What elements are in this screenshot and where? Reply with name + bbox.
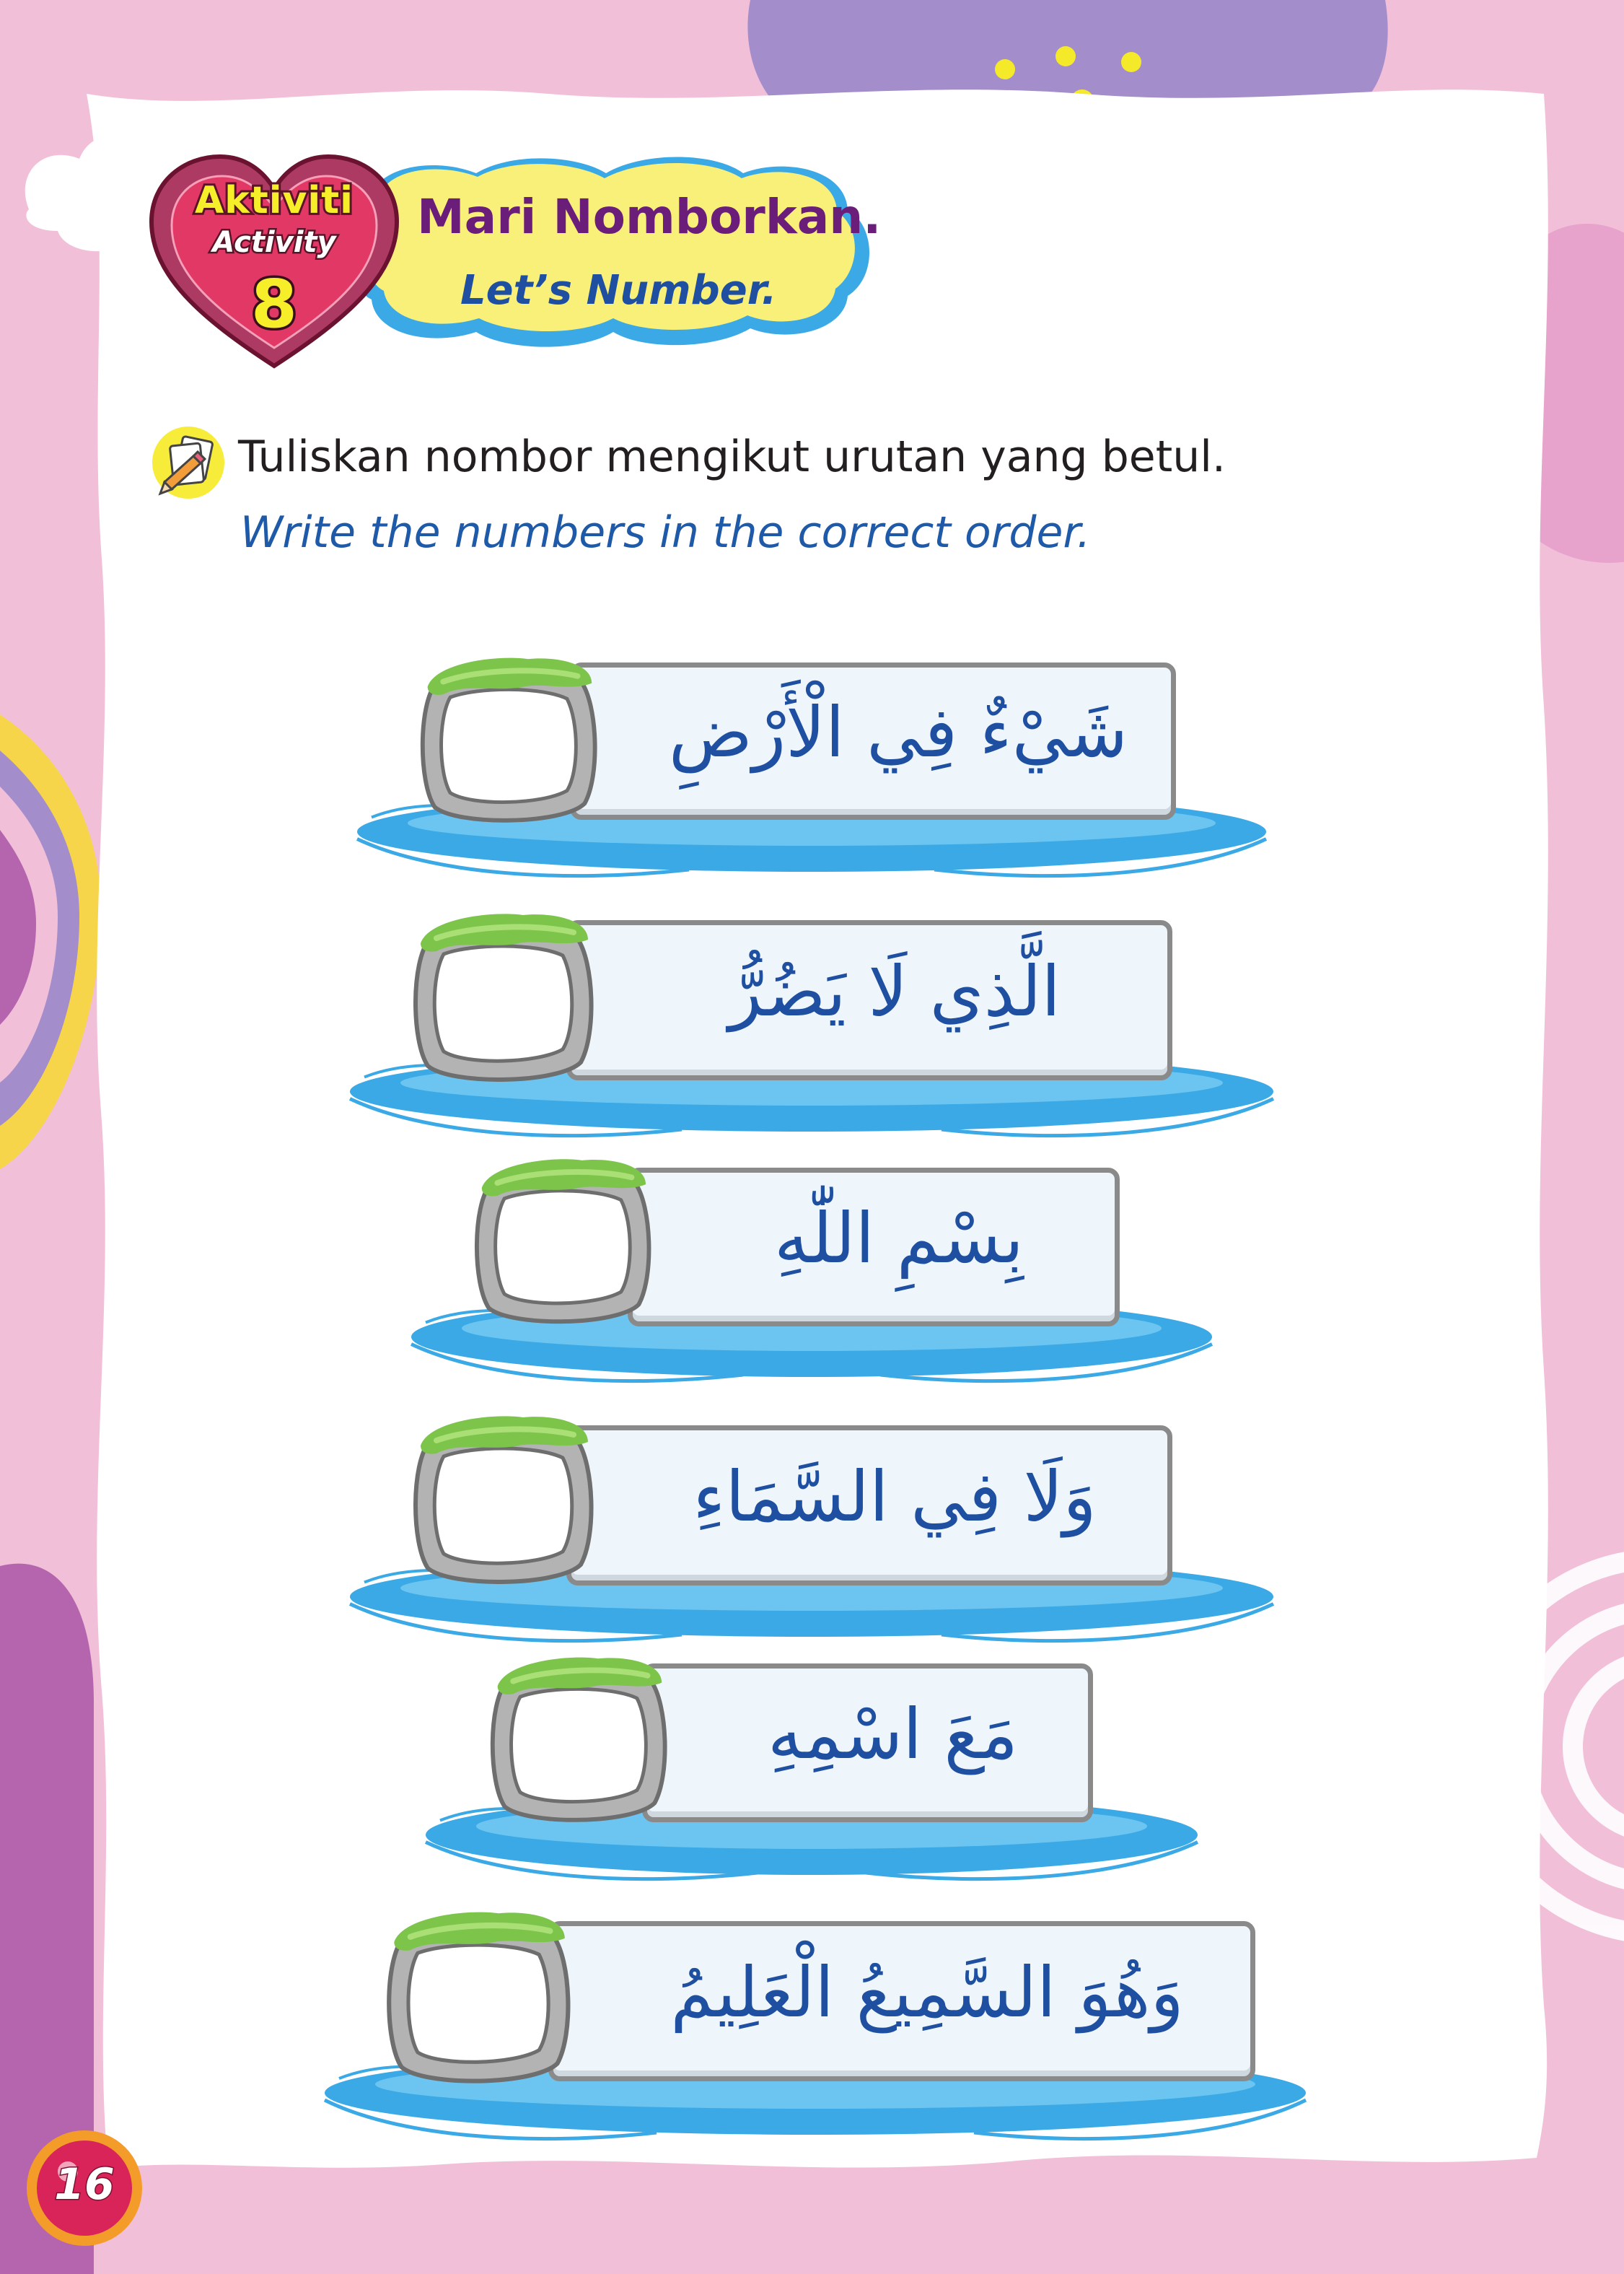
answer-box[interactable] <box>440 1453 563 1557</box>
phrase-plank <box>570 662 1176 820</box>
activity-label-en: Activity <box>212 226 336 259</box>
phrase-plank <box>566 1425 1172 1586</box>
answer-box[interactable] <box>413 1949 540 2057</box>
answer-box[interactable] <box>517 1692 636 1797</box>
arabic-phrase: الَّذِي لَا يَضُرُّ <box>728 951 1061 1032</box>
activity-label-ms: Aktiviti <box>195 179 354 222</box>
answer-box[interactable] <box>447 693 566 797</box>
arabic-phrase: وَهُوَ السَّمِيعُ الْعَلِيمُ <box>670 1952 1184 2033</box>
answer-box[interactable] <box>501 1196 620 1297</box>
phrase-plank <box>642 1663 1093 1822</box>
title-en: Let’s Number. <box>460 267 777 314</box>
arabic-phrase: وَلَا فِي السَّمَاءِ <box>693 1456 1097 1537</box>
arabic-phrase: بِسْمِ اللّٰهِ <box>774 1198 1024 1279</box>
arabic-phrase: مَعَ اسْمِهِ <box>767 1694 1019 1775</box>
title-cloud <box>339 148 887 357</box>
activity-number: 8 <box>250 266 297 343</box>
title-ms: Mari Nomborkan. <box>417 189 882 245</box>
phrase-plank <box>566 920 1172 1080</box>
instruction-ms: Tuliskan nombor mengikut urutan yang betul. <box>238 432 1226 482</box>
phrase-plank <box>548 1921 1255 2081</box>
phrase-plank <box>628 1168 1120 1326</box>
pencil-paper-icon <box>150 424 227 501</box>
answer-box[interactable] <box>440 950 563 1055</box>
instruction-en: Write the numbers in the correct order. <box>240 507 1091 558</box>
arabic-phrase: شَيْءٌ فِي الْأَرْضِ <box>668 692 1128 773</box>
page-number: 16 <box>54 2159 115 2210</box>
